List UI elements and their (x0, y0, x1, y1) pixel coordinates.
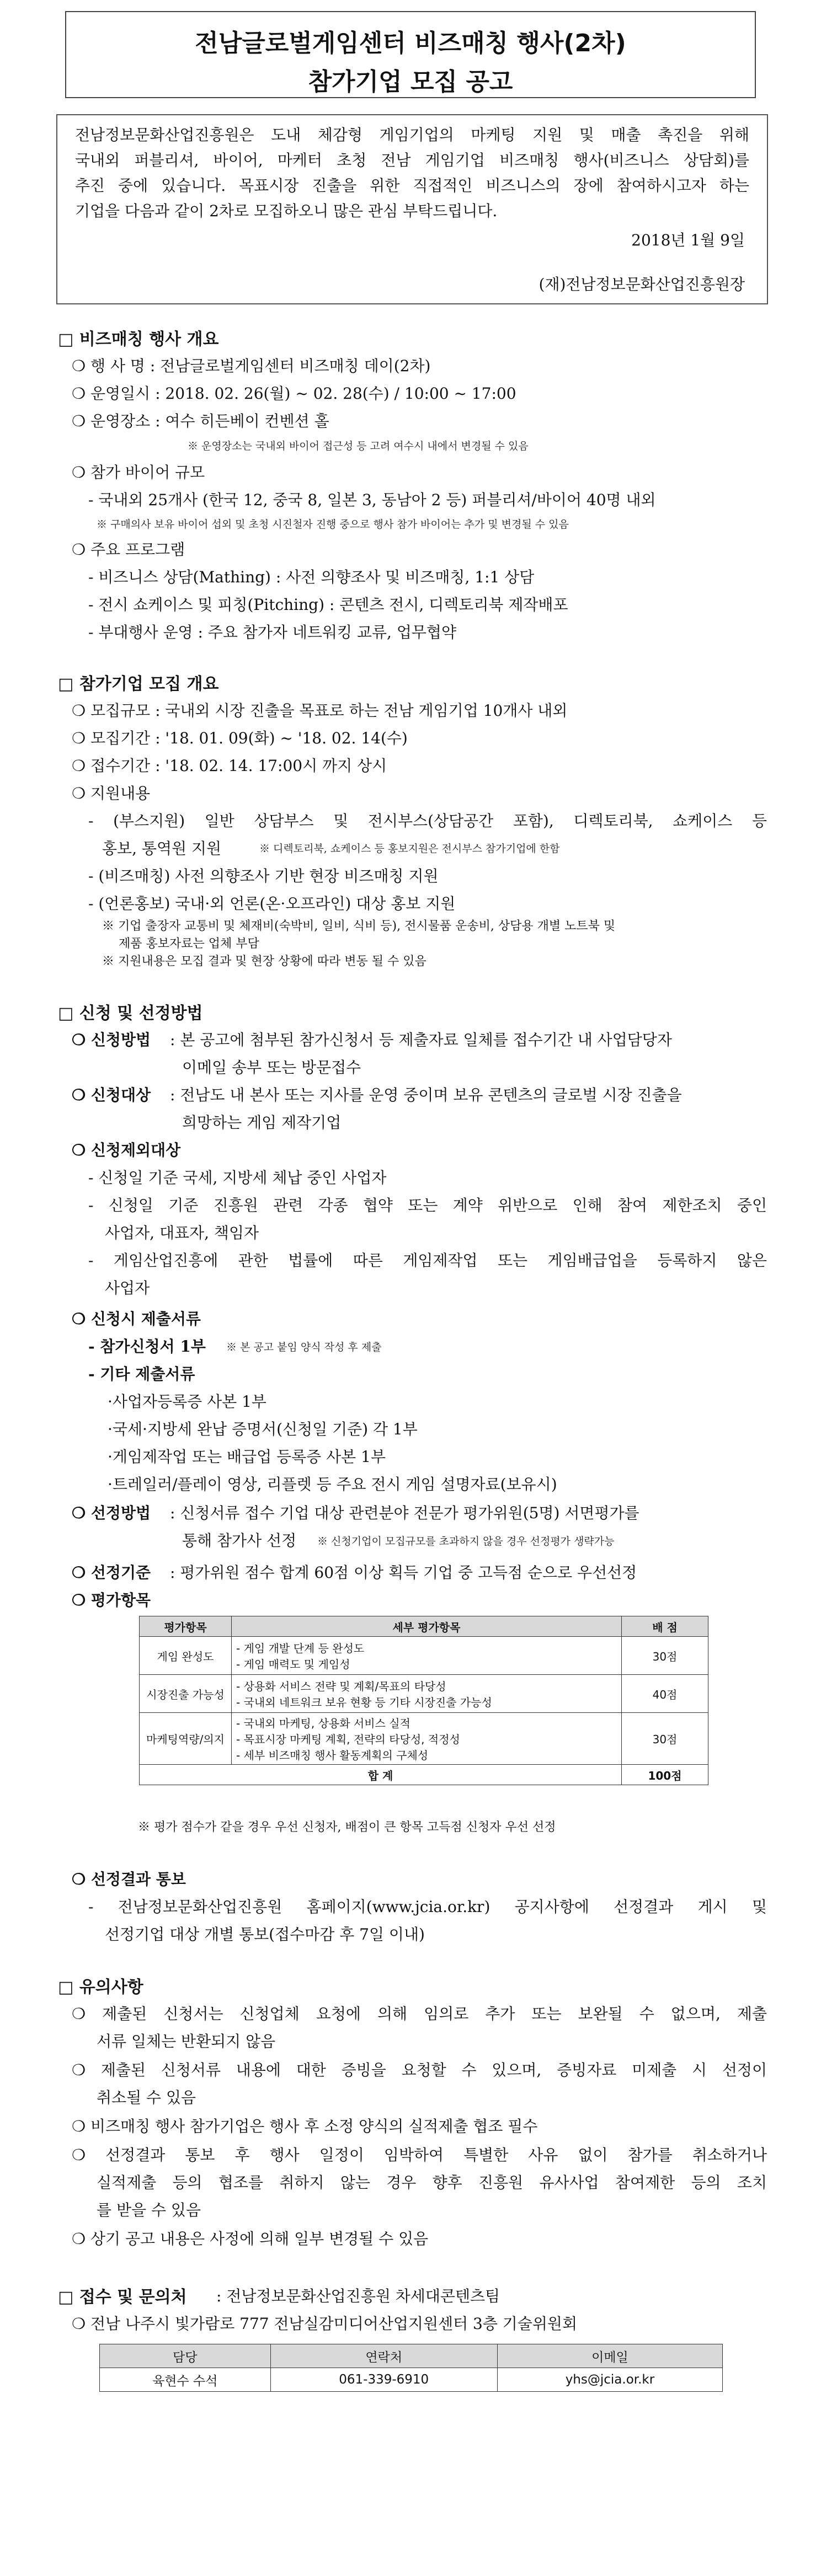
table-row (140, 1637, 708, 1675)
exclusion-item: - 게임산업진흥에 관한 법률에 따른 게임제작업 또는 게임배급업을 등록하지 않은 (88, 1251, 767, 1270)
table-header: 세부 평가항목 (232, 1616, 622, 1637)
target-text: : 전남도 내 본사 또는 지사를 운영 중이며 보유 콘텐츠의 글로벌 시장 진출을 (170, 1086, 682, 1104)
exclusion-item: - 신청일 기준 진흥원 관련 각종 협약 또는 계약 위반으로 인해 참여 제한조치 중인 (88, 1196, 767, 1214)
intro-box (56, 114, 768, 304)
intro-line: 국내외 퍼블리셔, 바이어, 마케터 초청 전남 게임기업 비즈매칭 행사(비즈니스 상담회)를 (75, 151, 749, 169)
total-score: 100점 (622, 1765, 708, 1785)
docs-other-item: ·국세·지방세 완납 증명서(신청일 기준) 각 1부 (108, 1420, 418, 1438)
exclusion-item-cont: 사업자 (105, 1279, 150, 1297)
buyers-note: ※ 구매의사 보유 바이어 섭외 및 초청 시진철자 진행 중으로 행사 참가 바이어는 추가 및 변경될 수 있음 (97, 518, 569, 531)
section-heading-contact: □ 접수 및 문의처 (58, 2288, 187, 2307)
criteria-text: : 평가위원 점수 합계 60점 이상 획득 기업 중 고득점 순으로 우선선정 (170, 1563, 637, 1582)
eval-detail: - 게임 매력도 및 게임성 (236, 1658, 350, 1671)
contact-header-row (100, 2344, 723, 2368)
table-row (140, 1713, 708, 1765)
note-item-cont: 실적제출 등의 협조를 취하지 않는 경우 향후 진흥원 유사사업 참여제한 등의 조치 (97, 2173, 767, 2192)
section-heading-apply: □ 신청 및 선정방법 (58, 1004, 203, 1023)
event-name: ❍ 행 사 명 : 전남글로벌게임센터 비즈매칭 데이(2차) (72, 357, 431, 375)
eval-detail: - 세부 비즈매칭 행사 활동계획의 구체성 (236, 1749, 429, 1762)
eval-detail: - 상용화 서비스 전략 및 계획/목표의 타당성 (236, 1680, 446, 1693)
total-label: 합 계 (140, 1765, 622, 1785)
change-note: ※ 지원내용은 모집 결과 및 현장 상황에 따라 변동 될 수 있음 (102, 955, 427, 968)
contact-header: 담당 (100, 2344, 271, 2368)
program-item: - 비즈니스 상담(Mathing) : 사전 의향조사 및 비즈매칭, 1:1 상담 (88, 568, 535, 586)
select-text: : 신청서류 접수 기업 대상 관련분야 전문가 평가위원(5명) 서면평가를 (170, 1504, 639, 1522)
evaluation-table (139, 1616, 708, 1785)
select-note: ※ 신청기업이 모집규모를 초과하지 않을 경우 선정평가 생략가능 (317, 1535, 615, 1547)
table-header: 배 점 (622, 1616, 708, 1637)
docs-other-item: ·사업자등록증 사본 1부 (108, 1393, 266, 1411)
eval-score: 30점 (622, 1713, 708, 1765)
result-text-cont: 선정기업 대상 개별 통보(접수마감 후 7일 이내) (105, 1925, 425, 1943)
support-item: - (비즈매칭) 사전 의향조사 기반 현장 비즈매칭 지원 (88, 867, 439, 885)
intro-line: 추진 중에 있습니다. 목표시장 진출을 위한 직접적인 비즈니스의 장에 참여하시고자 하는 (75, 176, 749, 195)
cost-note-cont: 제품 홍보자료는 업체 부담 (119, 937, 259, 951)
docs-form-note: ※ 본 공고 붙임 양식 작성 후 제출 (226, 1341, 382, 1353)
page-subtitle: 참가기업 모집 공고 (308, 68, 513, 96)
note-item-cont: 취소될 수 있음 (97, 2088, 196, 2107)
result-heading: ❍ 선정결과 통보 (72, 1870, 186, 1888)
intro-line: 기업을 다음과 같이 2차로 모집하오니 많은 관심 부탁드립니다. (75, 202, 498, 220)
contact-row (100, 2368, 723, 2392)
table-header: 평가항목 (140, 1616, 232, 1637)
select-text-cont: 통해 참가사 선정 (182, 1531, 297, 1550)
exclusion-item: - 신청일 기준 국세, 지방세 체납 중인 사업자 (88, 1169, 387, 1187)
eval-item: 게임 완성도 (140, 1637, 232, 1675)
section-heading-recruit: □ 참가기업 모집 개요 (58, 674, 219, 694)
contact-table (99, 2344, 723, 2392)
table-note: ※ 평가 점수가 같을 경우 우선 신청자, 배점이 큰 항목 고득점 신청자 우선 선정 (138, 1820, 556, 1834)
support-note: ※ 디렉토리북, 쇼케이스 등 홍보지원은 전시부스 참가기업에 한함 (259, 843, 560, 855)
eval-detail: - 국내외 네트워크 보유 현황 등 기타 시장진출 가능성 (236, 1696, 492, 1709)
docs-other-item: ·게임제작업 또는 배급업 등록증 사본 1부 (108, 1448, 386, 1466)
eval-detail: - 게임 개발 단계 등 완성도 (236, 1642, 365, 1655)
intro-line: 전남정보문화산업진흥원은 도내 체감형 게임기업의 마케팅 지원 및 매출 촉진을 위해 (75, 126, 749, 144)
contact-header: 이메일 (497, 2344, 722, 2368)
recruit-period: ❍ 모집기간 : '18. 01. 09(화) ~ '18. 02. 14(수) (72, 729, 408, 747)
docs-heading: ❍ 신청시 제출서류 (72, 1310, 201, 1328)
note-item: ❍ 상기 공고 내용은 사정에 의해 일부 변경될 수 있음 (72, 2230, 429, 2248)
note-item: ❍ 제출된 신청서류 내용에 대한 증빙을 요청할 수 있으며, 증빙자료 미제출 시 선정이 (72, 2061, 767, 2079)
note-item-cont: 를 받을 수 있음 (97, 2201, 201, 2219)
eval-item: 시장진출 가능성 (140, 1675, 232, 1713)
event-venue: ❍ 운영장소 : 여수 히든베이 컨벤션 홀 (72, 412, 329, 430)
method-text-cont: 이메일 송부 또는 방문접수 (182, 1058, 361, 1077)
program-heading: ❍ 주요 프로그램 (72, 540, 185, 559)
eval-details (232, 1675, 622, 1713)
eval-item: 마케팅역량/의지 (140, 1713, 232, 1765)
table-total-row (140, 1765, 708, 1785)
eval-score: 30점 (622, 1637, 708, 1675)
target-text-cont: 희망하는 게임 제작기업 (182, 1113, 342, 1132)
support-item-cont: 홍보, 통역원 지원 (102, 839, 222, 858)
select-label: ❍ 선정방법 (72, 1504, 151, 1522)
support-heading: ❍ 지원내용 (72, 784, 151, 802)
program-item: - 전시 쇼케이스 및 피칭(Pitching) : 콘텐츠 전시, 디렉토리북 제작배포 (88, 596, 568, 614)
recruit-scale: ❍ 모집규모 : 국내외 시장 진출을 목표로 하는 전남 게임기업 10개사 내외 (72, 701, 568, 720)
eval-score: 40점 (622, 1675, 708, 1713)
contact-email[interactable]: yhs@jcia.or.kr (497, 2368, 722, 2392)
eval-details (232, 1637, 622, 1675)
table-header-row (140, 1616, 708, 1637)
method-text: : 본 공고에 첨부된 참가신청서 등 제출자료 일체를 접수기간 내 사업담당자 (170, 1031, 672, 1049)
target-label: ❍ 신청대상 (72, 1086, 151, 1104)
eval-detail: - 목표시장 마케팅 계획, 전략의 타당성, 적정성 (236, 1733, 460, 1746)
docs-other: - 기타 제출서류 (88, 1365, 195, 1383)
title-box (65, 11, 756, 98)
docs-other-item: ·트레일러/플레이 영상, 리플렛 등 주요 전시 게임 설명자료(보유시) (108, 1475, 557, 1493)
eval-details (232, 1713, 622, 1765)
contact-team: : 전남정보문화산업진흥원 차세대콘텐츠팀 (216, 2287, 500, 2305)
note-item: ❍ 제출된 신청서는 신청업체 요청에 의해 임의로 추가 또는 보완될 수 없으며, 제출 (72, 2005, 767, 2023)
venue-note: ※ 운영장소는 국내외 바이어 접근성 등 고려 여수시 내에서 변경될 수 있음 (188, 440, 529, 452)
contact-person: 육현수 수석 (100, 2368, 271, 2392)
program-item: - 부대행사 운영 : 주요 참가자 네트워킹 교류, 업무협약 (88, 623, 457, 641)
buyers-detail: - 국내외 25개사 (한국 12, 중국 8, 일본 3, 동남아 2 등) 퍼블리셔/바이어 40명 내외 (88, 491, 656, 509)
intro-signature: (재)전남정보문화산업진흥원장 (539, 275, 745, 293)
contact-phone[interactable]: 061-339-6910 (270, 2368, 497, 2392)
support-item: - (부스지원) 일반 상담부스 및 전시부스(상담공간 포함), 디렉토리북, 쇼케이스 등 (88, 812, 767, 830)
intro-date: 2018년 1월 9일 (631, 231, 745, 249)
note-item: ❍ 선정결과 통보 후 행사 일정이 임박하여 특별한 사유 없이 참가를 취소하거나 (72, 2146, 767, 2164)
support-item: - (언론홍보) 국내·외 언론(온·오프라인) 대상 홍보 지원 (88, 895, 456, 913)
note-item: ❍ 비즈매칭 행사 참가기업은 행사 후 소정 양식의 실적제출 협조 필수 (72, 2117, 538, 2135)
note-item-cont: 서류 일체는 반환되지 않음 (97, 2032, 276, 2050)
exclusion-heading: ❍ 신청제외대상 (72, 1141, 181, 1159)
recruit-deadline: ❍ 접수기간 : '18. 02. 14. 17:00시 까지 상시 (72, 757, 387, 775)
section-heading-overview: □ 비즈매칭 행사 개요 (58, 330, 219, 349)
docs-form: - 참가신청서 1부 (88, 1337, 206, 1356)
buyers-heading: ❍ 참가 바이어 규모 (72, 463, 205, 481)
table-row (140, 1675, 708, 1713)
eval-detail: - 국내외 마케팅, 상용화 서비스 실적 (236, 1717, 410, 1730)
contact-header: 연락처 (270, 2344, 497, 2368)
method-label: ❍ 신청방법 (72, 1031, 151, 1049)
event-schedule: ❍ 운영일시 : 2018. 02. 26(월) ~ 02. 28(수) / 10:00 ~ 17:00 (72, 384, 516, 403)
cost-note: ※ 기업 출장자 교통비 및 체재비(숙박비, 일비, 식비 등), 전시물품 운송비, 상담용 개별 노트북 및 (102, 919, 616, 933)
exclusion-item-cont: 사업자, 대표자, 책임자 (105, 1224, 259, 1242)
result-text: - 전남정보문화산업진흥원 홈페이지(www.jcia.or.kr) 공지사항에 선정결과 게시 및 (88, 1898, 767, 1916)
criteria-label: ❍ 선정기준 (72, 1563, 151, 1582)
contact-address: ❍ 전남 나주시 빛가람로 777 전남실감미디어산업지원센터 3층 기술위원회 (72, 2315, 578, 2333)
eval-heading: ❍ 평가항목 (72, 1591, 151, 1609)
page-title: 전남글로벌게임센터 비즈매칭 행사(2차) (195, 29, 626, 57)
section-heading-notes: □ 유의사항 (58, 1978, 143, 1997)
